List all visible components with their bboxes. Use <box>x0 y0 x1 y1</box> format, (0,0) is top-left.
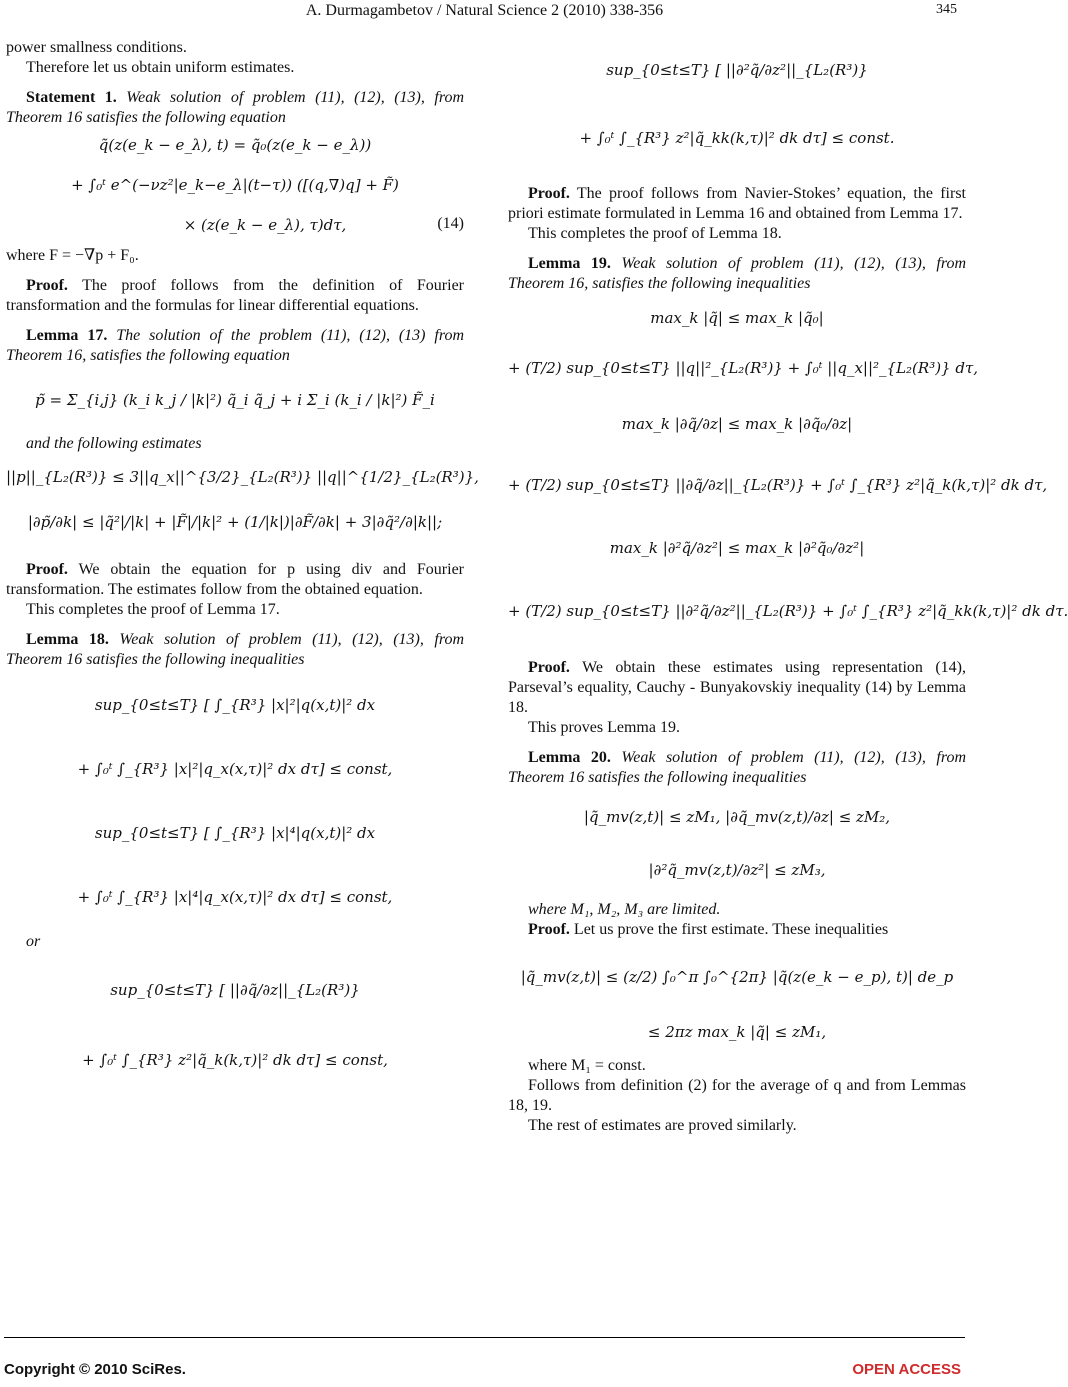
lemma-text: Weak solution of problem (11), (12), (13), from Theorem 16 satisfies the following inequalities <box>6 631 465 668</box>
paragraph: This completes the proof of Lemma 17. <box>26 601 280 618</box>
where-definition: where F = −∇p + F₀. <box>6 247 139 264</box>
inequality: |q̃_mv(z,t)| ≤ zM₁, |∂q̃_mv(z,t)/∂z| ≤ zM₂, <box>583 808 891 826</box>
proof <box>508 658 966 718</box>
paragraph: where M₁, M₂, M₃ are limited. <box>528 901 721 918</box>
inequality: |∂²q̃_mv(z,t)/∂z²| ≤ zM₃, <box>648 861 826 879</box>
footer-divider <box>4 1337 965 1338</box>
lemma-17 <box>6 326 464 366</box>
left-column <box>6 38 479 1098</box>
lemma-text: Weak solution of problem (11), (12), (13), from Theorem 16, satisfies the following inequalities <box>508 255 967 292</box>
inequality: ≤ 2πz max_k |q̃| ≤ zM₁, <box>647 1023 827 1041</box>
inequality: + (T/2) sup_{0≤t≤T} ||q||²_{L₂(R³)} + ∫₀ᵗ ||q_x||²_{L₂(R³)} dτ, <box>508 359 979 377</box>
estimate-2: |∂p̃/∂k| ≤ |q̃²|/|k| + |F̃|/|k|² + (1/|k|)|∂F̃/∂k| + 3|∂q̃²/∂|k||; <box>27 513 443 531</box>
paragraph: or <box>26 933 41 950</box>
inequality: + ∫₀ᵗ ∫_{R³} z²|q̃_k(k,τ)|² dk dτ] ≤ const, <box>82 1051 388 1069</box>
lemma-label: Lemma 17. <box>26 327 108 344</box>
proof <box>6 560 464 600</box>
page-number: 345 <box>936 2 957 17</box>
proof-label: Proof. <box>528 659 570 676</box>
equation-14-line-2: + ∫₀ᵗ e^(−νz²|e_k−e_λ|(t−τ)) ([(q,∇)q] + F̃) <box>71 176 399 194</box>
running-title: A. Durmagambetov / Natural Science 2 (2010) 338-356 <box>305 2 664 19</box>
inequality: + ∫₀ᵗ ∫_{R³} |x|⁴|q_x(x,τ)|² dx dτ] ≤ const, <box>77 888 393 906</box>
inequality: sup_{0≤t≤T} [ ∫_{R³} |x|²|q(x,t)|² dx <box>94 696 376 714</box>
lemma-text: Weak solution of problem (11), (12), (13), from Theorem 16 satisfies the following inequalities <box>508 749 967 786</box>
proof-text: Let us prove the first estimate. These inequalities <box>569 921 889 938</box>
inequality: sup_{0≤t≤T} [ ||∂q̃/∂z||_{L₂(R³)} <box>110 981 360 999</box>
lemma-text: The solution of the problem (11), (12), (13) from Theorem 16, satisfies the following equation <box>6 327 465 364</box>
right-column <box>508 38 1068 1136</box>
equation-14-line-1: q̃(z(e_k − e_λ), t) = q̃₀(z(e_k − e_λ)) <box>98 136 372 154</box>
proof-label: Proof. <box>26 277 68 294</box>
paragraph: This proves Lemma 19. <box>528 719 680 736</box>
page-footer <box>0 1337 969 1387</box>
lemma-19 <box>508 254 966 294</box>
proof-text: The proof follows from Navier-Stokes’ equation, the first priori estimate formulated in Lemma 16 and obtained from Lemma 17. <box>508 185 966 222</box>
inequality: sup_{0≤t≤T} [ ||∂²q̃/∂z²||_{L₂(R³)} <box>606 61 868 79</box>
inequality: max_k |∂²q̃/∂z²| ≤ max_k |∂²q̃₀/∂z²| <box>609 539 865 557</box>
lemma-label: Lemma 18. <box>26 631 109 648</box>
lemma-20 <box>508 748 966 788</box>
inequality: max_k |q̃| ≤ max_k |q̃₀| <box>650 309 824 327</box>
inequality: |q̃_mv(z,t)| ≤ (z/2) ∫₀^π ∫₀^{2π} |q̃(z(e_k − e_p), t)| de_p <box>520 968 954 986</box>
inequality: max_k |∂q̃/∂z| ≤ max_k |∂q̃₀/∂z| <box>621 415 853 433</box>
proof-text: The proof follows from the definition of Fourier transformation and the formulas for linear differential equations. <box>6 277 464 314</box>
estimate-1: ||p||_{L₂(R³)} ≤ 3||q_x||^{3/2}_{L₂(R³)} ||q||^{1/2}_{L₂(R³)}, <box>6 468 479 486</box>
paragraph: This completes the proof of Lemma 18. <box>528 225 782 242</box>
proof-label: Proof. <box>528 921 570 938</box>
paragraph: The rest of estimates are proved similarly. <box>528 1117 797 1134</box>
proof <box>508 920 966 940</box>
open-access-label: OPEN ACCESS <box>852 1361 961 1378</box>
page-header <box>0 2 969 24</box>
proof-text: We obtain these estimates using representation (14), Parseval’s equality, Cauchy - Bunyakovskiy inequality (14) by Lemma 18. <box>508 659 966 716</box>
equation-number: (14) <box>437 215 464 232</box>
proof <box>6 276 464 316</box>
paragraph: Follows from definition (2) for the average of q and from Lemmas 18, 19. <box>508 1077 966 1114</box>
equation-14-text: × (z(e_k − e_λ), τ)dτ, <box>183 216 347 234</box>
inequality: + (T/2) sup_{0≤t≤T} ||∂q̃/∂z||_{L₂(R³)} + ∫₀ᵗ ∫_{R³} z²|q̃_k(k,τ)|² dk dτ, <box>508 476 1048 494</box>
proof <box>508 184 966 224</box>
copyright-notice: Copyright © 2010 SciRes. <box>4 1361 186 1378</box>
inequality: + ∫₀ᵗ ∫_{R³} |x|²|q_x(x,τ)|² dx dτ] ≤ const, <box>77 760 393 778</box>
paragraph: Therefore let us obtain uniform estimates. <box>26 59 295 76</box>
equation-14-line-3 <box>6 214 464 236</box>
lemma-label: Lemma 20. <box>528 749 611 766</box>
paragraph: power smallness conditions. <box>6 39 187 56</box>
inequality: + (T/2) sup_{0≤t≤T} ||∂²q̃/∂z²||_{L₂(R³)} + ∫₀ᵗ ∫_{R³} z²|q̃_kk(k,τ)|² dk dτ. <box>508 602 1068 620</box>
pressure-equation: p̃ = Σ_{i,j} (k_i k_j / |k|²) q̃_i q̃_j + i Σ_i (k_i / |k|²) F̃_i <box>35 391 435 409</box>
proof-label: Proof. <box>26 561 68 578</box>
proof-label: Proof. <box>528 185 570 202</box>
proof-text: We obtain the equation for p using div and Fourier transformation. The estimates follow from the obtained equation. <box>6 561 464 598</box>
paragraph: where M₁ = const. <box>528 1057 646 1074</box>
lemma-label: Lemma 19. <box>528 255 611 272</box>
statement-1 <box>6 88 464 128</box>
lemma-18 <box>6 630 464 670</box>
paragraph: and the following estimates <box>26 435 202 452</box>
statement-label: Statement 1. <box>26 89 117 106</box>
statement-text: Weak solution of problem (11), (12), (13), from Theorem 16 satisfies the following equation <box>6 89 465 126</box>
inequality: + ∫₀ᵗ ∫_{R³} z²|q̃_kk(k,τ)|² dk dτ] ≤ const. <box>579 129 895 147</box>
inequality: sup_{0≤t≤T} [ ∫_{R³} |x|⁴|q(x,t)|² dx <box>94 824 376 842</box>
